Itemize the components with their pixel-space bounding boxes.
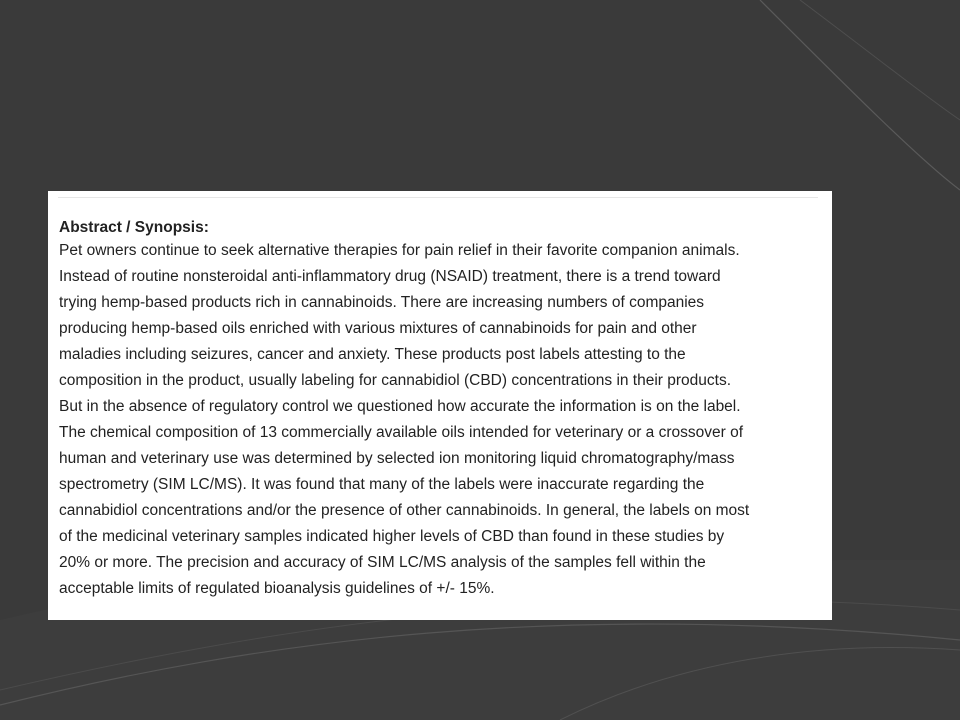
abstract-line: Instead of routine nonsteroidal anti-inflammatory drug (NSAID) treatment, there is a trend toward (59, 268, 721, 285)
card-divider (58, 197, 818, 198)
abstract-card (48, 191, 832, 620)
abstract-line: Pet owners continue to seek alternative therapies for pain relief in their favorite companion animals. (59, 242, 740, 259)
abstract-line: cannabidiol concentrations and/or the presence of other cannabinoids. In general, the labels on most (59, 502, 750, 519)
abstract-line: trying hemp-based products rich in cannabinoids. There are increasing numbers of companies (59, 294, 705, 311)
abstract-line: human and veterinary use was determined by selected ion monitoring liquid chromatography/mass (59, 450, 735, 467)
abstract-line: But in the absence of regulatory control we questioned how accurate the information is on the label. (59, 398, 741, 415)
abstract-body (59, 238, 749, 602)
abstract-line: composition in the product, usually labeling for cannabidiol (CBD) concentrations in their products. (59, 372, 732, 389)
abstract-line: The chemical composition of 13 commercially available oils intended for veterinary or a crossover of (59, 424, 744, 441)
abstract-line: acceptable limits of regulated bioanalysis guidelines of +/- 15%. (59, 580, 495, 597)
abstract-line: 20% or more. The precision and accuracy of SIM LC/MS analysis of the samples fell within the (59, 554, 706, 571)
abstract-heading: Abstract / Synopsis: (59, 219, 209, 236)
abstract-line: producing hemp-based oils enriched with various mixtures of cannabinoids for pain and other (59, 320, 697, 337)
abstract-line: spectrometry (SIM LC/MS). It was found that many of the labels were inaccurate regarding the (59, 476, 705, 493)
abstract-line: maladies including seizures, cancer and anxiety. These products post labels attesting to the (59, 346, 686, 363)
abstract-line: of the medicinal veterinary samples indicated higher levels of CBD than found in these studies by (59, 528, 725, 545)
